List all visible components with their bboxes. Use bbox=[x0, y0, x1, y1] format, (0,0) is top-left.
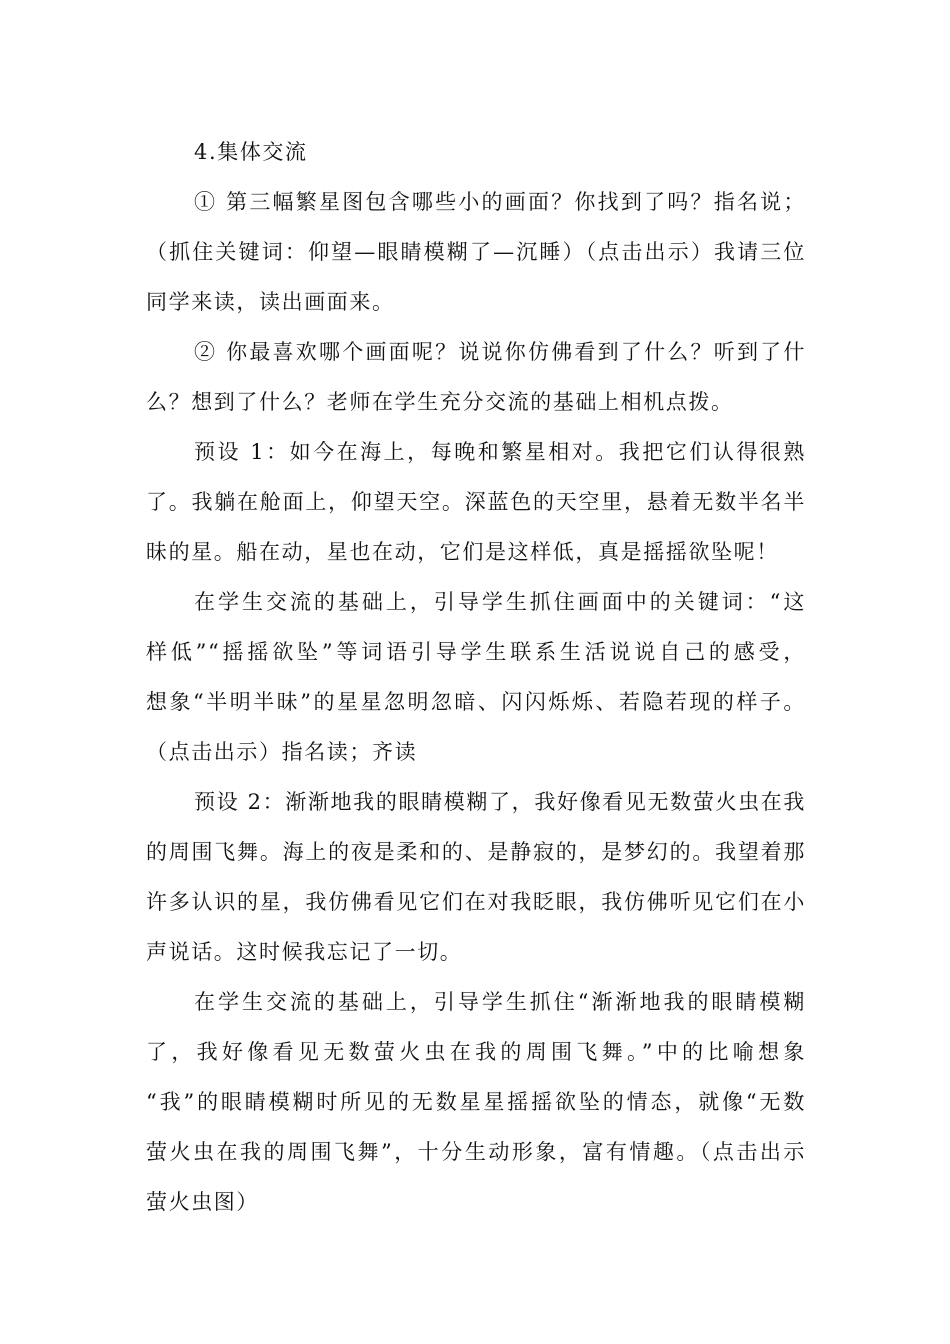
paragraph-line: 想象“半明半昧”的星星忽明忽暗、闪闪烁烁、若隐若现的样子。 bbox=[146, 690, 806, 714]
paragraph-line: 在学生交流的基础上，引导学生抓住“渐渐地我的眼睛模糊 bbox=[194, 990, 806, 1014]
paragraph-line: 样低”“摇摇欲坠”等词语引导学生联系生活说说自己的感受， bbox=[146, 640, 806, 664]
paragraph-line: ① 第三幅繁星图包含哪些小的画面？你找到了吗？指名说； bbox=[194, 190, 806, 214]
paragraph-line: 在学生交流的基础上，引导学生抓住画面中的关键词：“这 bbox=[194, 590, 806, 614]
paragraph-line: 昧的星。船在动，星也在动，它们是这样低，真是摇摇欲坠呢！ bbox=[146, 540, 779, 564]
paragraph-line: 么？想到了什么？老师在学生充分交流的基础上相机点拨。 bbox=[146, 390, 734, 414]
paragraph-line: （点击出示）指名读；齐读 bbox=[146, 740, 418, 764]
paragraph-line: “我”的眼睛模糊时所见的无数星星摇摇欲坠的情态，就像“无数 bbox=[146, 1090, 806, 1114]
paragraph-line: 的周围飞舞。海上的夜是柔和的、是静寂的，是梦幻的。我望着那 bbox=[146, 840, 806, 864]
paragraph-line: 许多认识的星，我仿佛看见它们在对我眨眼，我仿佛听见它们在小 bbox=[146, 890, 806, 914]
section-heading: 4.集体交流 bbox=[194, 140, 308, 164]
paragraph-line: 预设 2：渐渐地我的眼睛模糊了，我好像看见无数萤火虫在我 bbox=[194, 790, 806, 814]
paragraph-line: 声说话。这时候我忘记了一切。 bbox=[146, 940, 463, 964]
paragraph-line: 同学来读，读出画面来。 bbox=[146, 290, 395, 314]
paragraph-line: 预设 1：如今在海上，每晚和繁星相对。我把它们认得很熟 bbox=[194, 440, 806, 464]
paragraph-line: ② 你最喜欢哪个画面呢？说说你仿佛看到了什么？听到了什 bbox=[194, 340, 806, 364]
paragraph-line: 了。我躺在舱面上，仰望天空。深蓝色的天空里，悬着无数半名半 bbox=[146, 490, 806, 514]
paragraph-line: 了，我好像看见无数萤火虫在我的周围飞舞。”中的比喻想象 bbox=[146, 1040, 806, 1064]
paragraph-line: 萤火虫图） bbox=[146, 1190, 259, 1214]
paragraph-line: （抓住关键词：仰望—眼睛模糊了—沉睡）（点击出示）我请三位 bbox=[146, 240, 806, 264]
paragraph-line: 萤火虫在我的周围飞舞”，十分生动形象，富有情趣。（点击出示 bbox=[146, 1140, 806, 1164]
